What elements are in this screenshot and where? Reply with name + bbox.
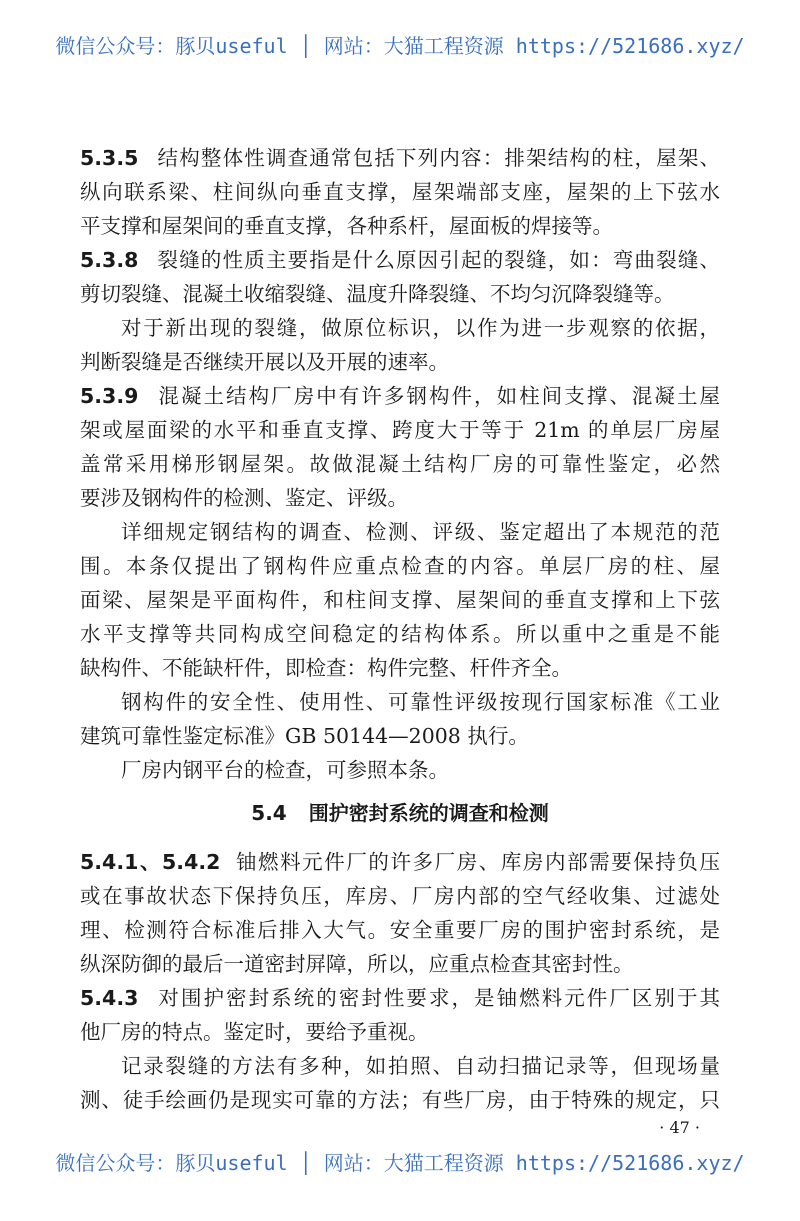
- text-line: 平支撑和屋架间的垂直支撑，各种系杆，屋面板的焊接等。: [80, 214, 613, 238]
- text-line: 盖常采用梯形钢屋架。故做混凝土结构厂房的可靠性鉴定，必然: [80, 452, 720, 476]
- text-line: 建筑可靠性鉴定标准》GB 50144—2008 执行。: [80, 724, 529, 748]
- text-line: 剪切裂缝、混凝土收缩裂缝、温度升降裂缝、不均匀沉降裂缝等。: [80, 282, 675, 306]
- text-line: 钢构件的安全性、使用性、可靠性评级按现行国家标准《工业: [121, 690, 720, 714]
- text-line: 围。本条仅提出了钢构件应重点检查的内容。单层厂房的柱、屋: [80, 554, 720, 578]
- text-line: 混凝土结构厂房中有许多钢构件，如柱间支撑、混凝土屋: [156, 384, 720, 408]
- text-line: 缺构件、不能缺杆件，即检查：构件完整、杆件齐全。: [80, 656, 572, 680]
- paragraph-5-3-5: [80, 141, 720, 243]
- paragraph: [80, 311, 720, 379]
- section-heading: [80, 793, 720, 833]
- paragraph: [80, 515, 720, 685]
- clause-number: 5.4.3: [80, 986, 139, 1010]
- text-line: 测、徒手绘画仍是现实可靠的方法；有些厂房，由于特殊的规定，只: [80, 1088, 720, 1112]
- text-line: 厂房内钢平台的检查，可参照本条。: [121, 758, 449, 782]
- text-line: 纵深防御的最后一道密封屏障，所以，应重点检查其密封性。: [80, 952, 634, 976]
- text-line: 铀燃料元件厂的许多厂房、库房内部需要保持负压: [234, 850, 721, 874]
- section-number: 5.4: [251, 801, 287, 825]
- text-line: 对围护密封系统的密封性要求，是铀燃料元件厂区别于其: [156, 986, 720, 1010]
- page-number: · 47 ·: [659, 1118, 700, 1137]
- text-line: 水平支撑等共同构成空间稳定的结构体系。所以重中之重是不能: [80, 622, 720, 646]
- text-line: 结构整体性调查通常包括下列内容：排架结构的柱，屋架、: [156, 146, 720, 170]
- text-line: 或在事故状态下保持负压，库房、厂房内部的空气经收集、过滤处: [80, 884, 720, 908]
- paragraph: [80, 753, 720, 787]
- paragraph: [80, 685, 720, 753]
- text-line: 要涉及钢构件的检测、鉴定、评级。: [80, 486, 408, 510]
- clause-number: 5.4.1、5.4.2: [80, 850, 221, 874]
- clause-number: 5.3.5: [80, 146, 139, 170]
- paragraph-5-4-3: [80, 981, 720, 1049]
- paragraph-5-3-8: [80, 243, 720, 311]
- text-line: 面梁、屋架是平面构件，和柱间支撑、屋架间的垂直支撑和上下弦: [80, 588, 720, 612]
- paragraph-5-3-9: [80, 379, 720, 515]
- text-line: 他厂房的特点。鉴定时，要给予重视。: [80, 1020, 429, 1044]
- text-line: 裂缝的性质主要指是什么原因引起的裂缝，如：弯曲裂缝、: [156, 248, 720, 272]
- text-line: 纵向联系梁、柱间纵向垂直支撑，屋架端部支座，屋架的上下弦水: [80, 180, 720, 204]
- clause-number: 5.3.8: [80, 248, 139, 272]
- paragraph: [80, 1049, 720, 1117]
- clause-number: 5.3.9: [80, 384, 139, 408]
- text-line: 记录裂缝的方法有多种，如拍照、自动扫描记录等，但现场量: [121, 1054, 720, 1078]
- paragraph-5-4-1: [80, 845, 720, 981]
- watermark-top: 微信公众号：豚贝useful │ 网站：大猫工程资源 https://521686.xyz/: [55, 34, 745, 58]
- text-line: 对于新出现的裂缝，做原位标识，以作为进一步观察的依据，: [121, 316, 720, 340]
- section-title: 围护密封系统的调查和检测: [308, 801, 549, 825]
- text-line: 判断裂缝是否继续开展以及开展的速率。: [80, 350, 449, 374]
- text-line: 理、检测符合标准后排入大气。安全重要厂房的围护密封系统，是: [80, 918, 720, 942]
- text-line: 详细规定钢结构的调查、检测、评级、鉴定超出了本规范的范: [121, 520, 720, 544]
- text-line: 架或屋面梁的水平和垂直支撑、跨度大于等于 21m 的单层厂房屋: [80, 418, 720, 442]
- document-body: [80, 141, 720, 1117]
- watermark-bottom: 微信公众号：豚贝useful │ 网站：大猫工程资源 https://521686.xyz/: [55, 1151, 745, 1175]
